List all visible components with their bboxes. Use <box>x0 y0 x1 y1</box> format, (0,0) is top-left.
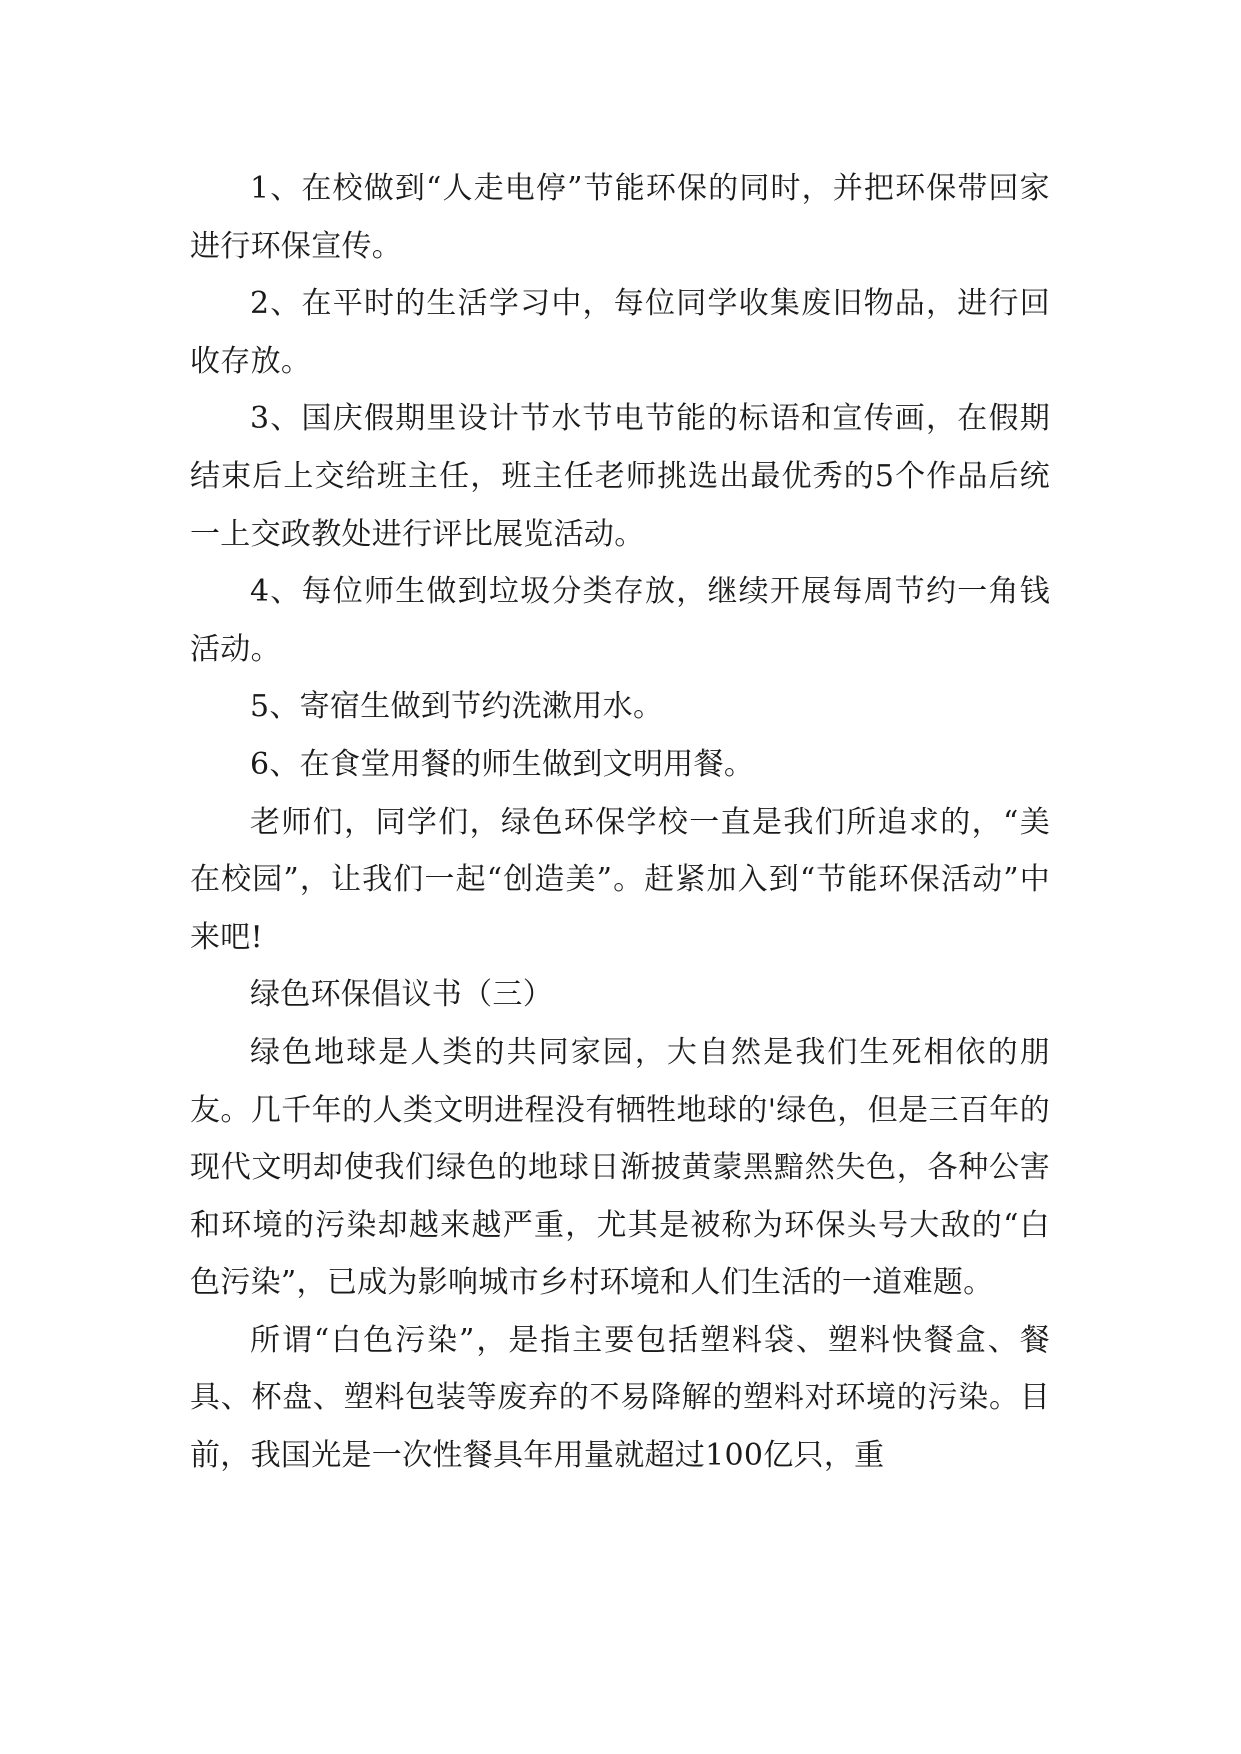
closing-paragraph: 老师们，同学们，绿色环保学校一直是我们所追求的，“美在校园”，让我们一起“创造美”。赶紧加入到“节能环保活动”中来吧! <box>190 804 1050 955</box>
document-body <box>190 160 1050 1485</box>
paragraph-item-2: 2、在平时的生活学习中，每位同学收集废旧物品，进行回收存放。 <box>190 286 1050 379</box>
section-heading: 绿色环保倡议书（三） <box>250 977 553 1013</box>
paragraph-item-1: 1、在校做到“人走电停”节能环保的同时，并把环保带回家进行环保宣传。 <box>190 171 1050 264</box>
paragraph-item-6: 6、在食堂用餐的师生做到文明用餐。 <box>250 746 755 782</box>
paragraph-item-4: 4、每位师生做到垃圾分类存放，继续开展每周节约一角钱活动。 <box>190 574 1050 667</box>
paragraph-item-3: 3、国庆假期里设计节水节电节能的标语和宣传画，在假期结束后上交给班主任，班主任老师挑选出最优秀的5个作品后统一上交政教处进行评比展览活动。 <box>190 401 1050 552</box>
paragraph-item-5: 5、寄宿生做到节约洗漱用水。 <box>250 689 664 725</box>
white-pollution-paragraph: 所谓“白色污染”，是指主要包括塑料袋、塑料快餐盒、餐具、杯盘、塑料包装等废弃的不易降解的塑料对环境的污染。目前，我国光是一次性餐具年用量就超过100亿只，重 <box>190 1322 1050 1474</box>
intro-paragraph: 绿色地球是人类的共同家园，大自然是我们生死相依的朋友。几千年的人类文明进程没有牺牲地球的'绿色，但是三百年的现代文明却使我们绿色的地球日渐披黄蒙黑黯然失色，各种公害和环境的污染却越来越严重，尤其是被称为环保头号大敌的“白色污染”，已成为影响城市乡村环境和人们生活的一道难题。 <box>190 1034 1050 1301</box>
